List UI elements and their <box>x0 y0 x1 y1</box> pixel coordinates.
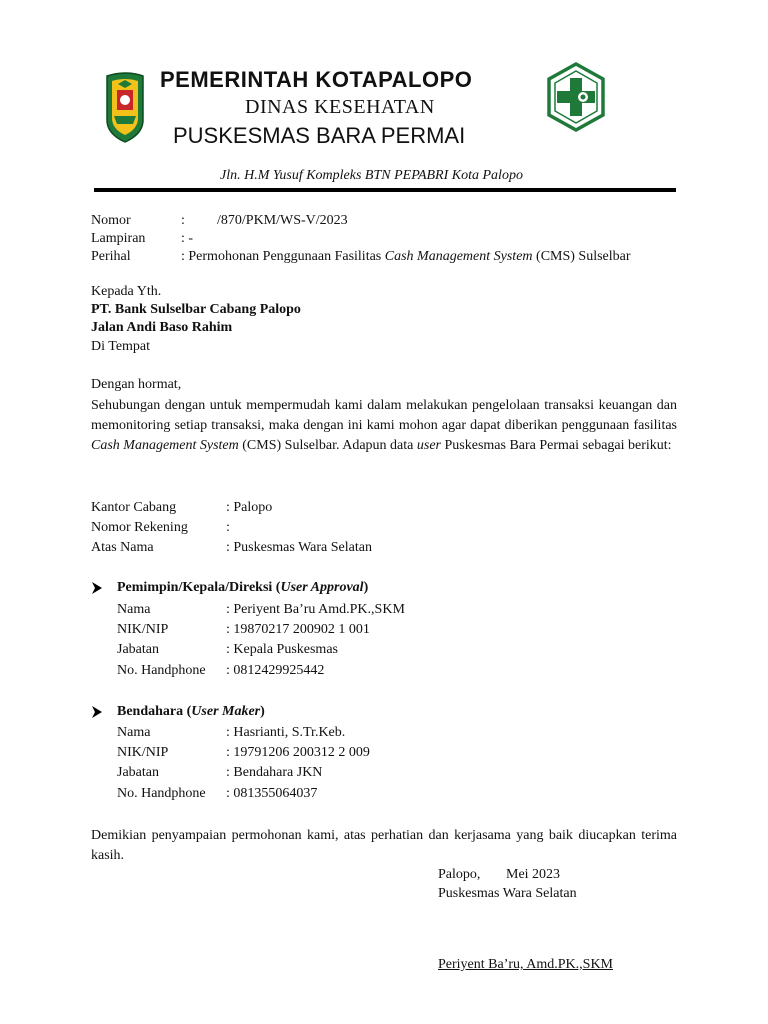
salutation: Dengan hormat, <box>91 377 182 392</box>
maker-value: : Bendahara JKN <box>226 765 323 780</box>
maker-value: : Hasrianti, S.Tr.Keb. <box>226 725 346 740</box>
approver-value: : 0812429925442 <box>226 663 325 678</box>
approver-label: No. Handphone <box>117 663 206 678</box>
arrowhead-bullet-icon <box>91 582 103 594</box>
nomor-value: /870/PKM/WS-V/2023 <box>217 213 348 228</box>
letterhead-divider <box>94 188 676 192</box>
account-label: Nomor Rekening <box>91 520 188 535</box>
account-value: : Puskesmas Wara Selatan <box>226 540 372 555</box>
closing-paragraph: Demikian penyampaian permohonan kami, atas perhatian dan kerjasama yang baik diucapkan terima kasih. <box>91 828 677 863</box>
signature-org: Puskesmas Wara Selatan <box>438 886 577 901</box>
signature-date: Mei 2023 <box>506 867 561 882</box>
account-label: Kantor Cabang <box>91 500 177 515</box>
maker-value: : 19791206 200312 2 009 <box>226 745 370 760</box>
account-label: Atas Nama <box>91 540 154 555</box>
approver-value: : Kepala Puskesmas <box>226 642 338 657</box>
nomor-colon: : <box>181 213 185 228</box>
body-paragraph: Sehubungan dengan untuk mempermudah kami dalam melakukan pengelolaan transaksi keuangan dan memonitoring setiap transaksi, maka dengan ini kami mohon agar dapat diberikan penggunaan fasilitas Cash Management System (CMS) Sulselbar. Adapun data user Puskesmas Bara Permai sebagai berikut: <box>91 398 677 453</box>
letterhead-address: Jln. H.M Yusuf Kompleks BTN PEPABRI Kota Palopo <box>220 168 523 183</box>
maker-label: Jabatan <box>117 765 159 780</box>
health-cross-emblem-icon <box>545 62 607 132</box>
signature-place: Palopo, <box>438 867 481 882</box>
perihal-value: : Permohonan Penggunaan Fasilitas Cash Management System (CMS) Sulselbar <box>181 249 631 264</box>
recipient-street: Jalan Andi Baso Rahim <box>91 320 233 335</box>
maker-value: : 081355064037 <box>226 786 318 801</box>
nomor-label: Nomor <box>91 213 131 228</box>
lampiran-value: : - <box>181 231 194 246</box>
arrowhead-bullet-icon <box>91 706 103 718</box>
approver-label: Jabatan <box>117 642 159 657</box>
puskesmas-title: PUSKESMAS BARA PERMAI <box>173 123 466 148</box>
approver-heading: Pemimpin/Kepala/Direksi (User Approval) <box>117 580 369 595</box>
maker-heading: Bendahara (User Maker) <box>117 704 265 719</box>
recipient-greeting: Kepada Yth. <box>91 284 162 299</box>
maker-label: No. Handphone <box>117 786 206 801</box>
lampiran-label: Lampiran <box>91 231 146 246</box>
perihal-label: Perihal <box>91 249 131 264</box>
approver-value: : 19870217 200902 1 001 <box>226 622 370 637</box>
signature-name: Periyent Ba’ru, Amd.PK.,SKM <box>438 957 613 972</box>
department-title: DINAS KESEHATAN <box>245 96 435 118</box>
approver-label: NIK/NIP <box>117 622 169 637</box>
account-value: : <box>226 520 230 535</box>
maker-label: NIK/NIP <box>117 745 169 760</box>
approver-label: Nama <box>117 602 151 617</box>
recipient-place: Di Tempat <box>91 339 151 354</box>
recipient-name: PT. Bank Sulselbar Cabang Palopo <box>91 302 301 317</box>
account-value: : Palopo <box>226 500 273 515</box>
palopo-city-emblem-icon <box>103 72 147 144</box>
maker-label: Nama <box>117 725 151 740</box>
approver-value: : Periyent Ba’ru Amd.PK.,SKM <box>226 602 405 617</box>
government-title: PEMERINTAH KOTAPALOPO <box>160 67 473 92</box>
